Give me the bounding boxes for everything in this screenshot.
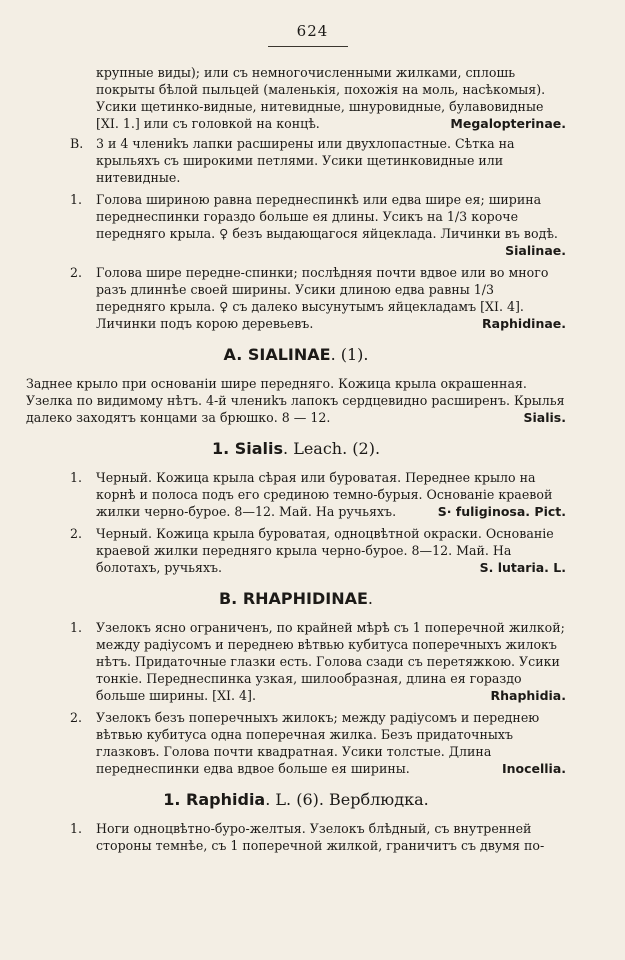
- heading-rest: . Leach. (2).: [283, 439, 381, 458]
- item-number: 2.: [70, 265, 83, 280]
- taxon-rhaphidia: Rhaphidia.: [490, 688, 566, 703]
- item-number: 1.: [70, 470, 83, 485]
- page-body: [26, 64, 566, 859]
- species-item-1: [26, 469, 566, 520]
- item-text: Узелокъ ясно ограниченъ, по крайней мѣрѣ съ 1 поперечной жилкой; между радіусомъ и переднею вѣтвью кубитуса поперечныхъ жилокъ нѣтъ. Придаточные глазки есть. Голова сзади съ перетяжкою. Усики тонкіе. Переднеспинка узкая, шилообразная, длина ея гораздо больше ширины. [XI. 4].: [96, 620, 565, 703]
- item-text: 3 и 4 члениkъ лапки расширены или двухлопастные. Сѣтка на крыльяхъ съ широкими петлями. Усики щетинковидные или нитевидные.: [96, 136, 515, 185]
- item-text: Голова шириною равна переднеспинкѣ или едва шире ея; ширина переднеспинки гораздо больше ея длины. Усикъ на 1/3 короче передняго крыла. ♀ безъ выдающагося яйцеклада. Личинки въ водѣ.: [96, 192, 558, 241]
- heading-sialinae: [26, 346, 566, 363]
- item-text: Ноги одноцвѣтно-буро-желтыя. Узелокъ блѣдный, съ внутренней стороны темнѣе, съ 1 поперечной жилкой, граничитъ съ двумя по-: [96, 821, 545, 853]
- genus-item-1: [26, 619, 566, 704]
- item-text: Узелокъ безъ поперечныхъ жилокъ; между радіусомъ и переднею вѣтвью кубитуса одна поперечная жилка. Безъ придаточныхъ глазковъ. Голова почти квадратная. Усики толстые. Длина переднеспинки едва вдвое больше ея ширины.: [96, 710, 540, 776]
- taxon-megalopterinae: Megalopterinae.: [450, 116, 566, 131]
- taxon-sialis: Sialis.: [523, 410, 566, 425]
- item-number: 1.: [70, 620, 83, 635]
- heading-rhaphidinae: [26, 590, 566, 607]
- heading-rest: .: [367, 589, 374, 608]
- heading-label: 1. Raphidia: [163, 790, 266, 809]
- heading-sialis: [26, 440, 566, 457]
- heading-label: 1. Sialis: [211, 439, 284, 458]
- heading-raphidia: [26, 791, 566, 808]
- item-text: Голова шире передне-спинки; послѣдняя почти вдвое или во много разъ длиннѣе своей ширины. Усики длиною едва равны 1/3 передняго крыла. ♀ съ далеко высунутымъ яйцекладамъ [XI. 4]. Личинки подъ корою деревьевъ.: [96, 265, 549, 331]
- taxon-s-fuliginosa: S· fuliginosa. Pict.: [437, 504, 566, 519]
- item-number: 1.: [70, 192, 83, 207]
- taxon-raphidinae: Raphidinae.: [482, 316, 566, 331]
- item-text: Черный. Кожица крыла сѣрая или буроватая. Переднее крыло на корнѣ и полоса подъ его срединою темно-бурыя. Основаніе краевой жилки черно-бурое. 8—12. Май. На ручьяхъ.: [96, 470, 553, 519]
- continued-text: крупные виды); или съ немногочисленными жилками, сплошь покрыты бѣлой пыльцей (маленькія, похожія на моль, насѣкомыя). Усики щетинко-видные, нитевидные, шнуровидные, булавовидные [XI. 1.] или съ головкой на концѣ.: [96, 65, 546, 131]
- taxon-sialinae: Sialinae.: [505, 243, 566, 258]
- taxon-s-lutaria: S. lutaria. L.: [479, 560, 566, 575]
- species-item-2: [26, 525, 566, 576]
- header-rule: [268, 46, 348, 47]
- sialinae-description: [26, 375, 566, 426]
- continued-entry: [26, 64, 566, 132]
- item-text: Черный. Кожица крыла буроватая, одноцвѣтной окраски. Основаніе краевой жилки передняго крыла черно-бурое. 8—12. Май. На болотахъ, ручьяхъ.: [96, 526, 554, 575]
- taxon-inocellia: Inocellia.: [501, 761, 566, 776]
- description-text: Заднее крыло при основаніи шире передняго. Кожица крыла окрашенная. Узелка по видимому нѣтъ. 4-й члениkъ лапокъ сердцевидно расширенъ. Крылья далеко заходятъ концами за брюшко. 8 — 12.: [26, 376, 565, 425]
- heading-label: B. RHAPHIDINAE: [218, 589, 368, 608]
- heading-label: A. SIALINAE: [223, 345, 331, 364]
- key-item-2: [26, 264, 566, 332]
- genus-item-2: [26, 709, 566, 777]
- item-number: 1.: [70, 821, 83, 836]
- item-number: B.: [70, 136, 84, 151]
- page-number: 624: [296, 22, 329, 40]
- item-number: 2.: [70, 526, 83, 541]
- heading-rest: . L. (6). Верблюдка.: [265, 790, 429, 809]
- key-item-b: [26, 135, 566, 186]
- heading-rest: . (1).: [330, 345, 369, 364]
- raphidia-item-1: [26, 820, 566, 854]
- key-item-1: [26, 191, 566, 259]
- item-number: 2.: [70, 710, 83, 725]
